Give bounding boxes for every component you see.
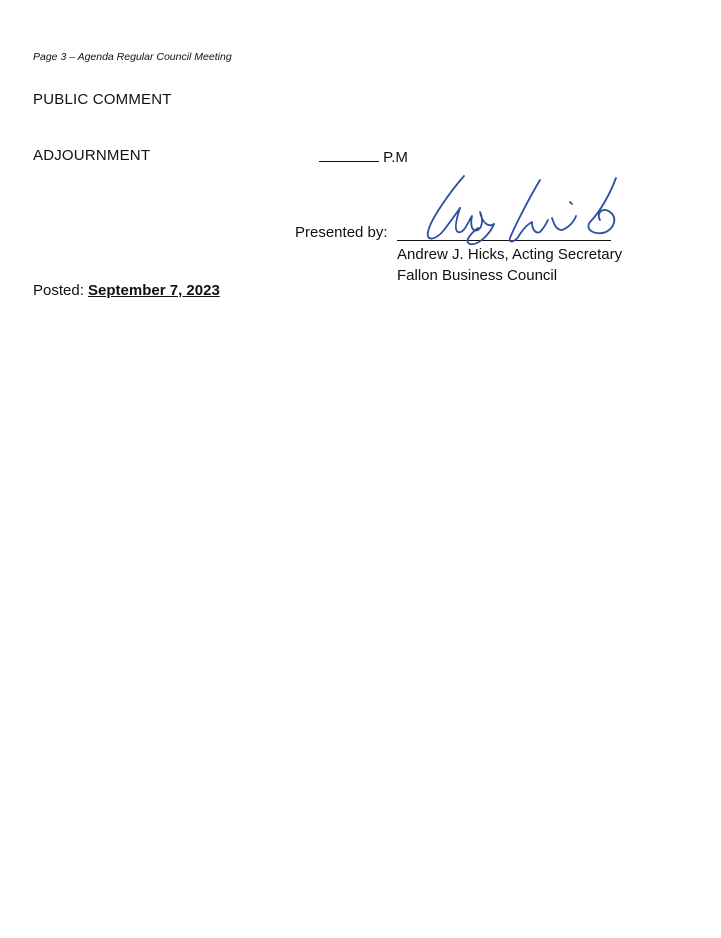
signer-organization: Fallon Business Council [397, 267, 558, 284]
adjournment-time [319, 147, 408, 166]
presented-by-label: Presented by: [295, 224, 388, 241]
adjournment-time-suffix: P.M [383, 149, 408, 166]
posted-line [33, 282, 220, 299]
posted-label: Posted: [33, 282, 84, 299]
public-comment-heading: PUBLIC COMMENT [33, 91, 172, 108]
signer-block [397, 244, 622, 286]
signer-name-title: Andrew J. Hicks, Acting Secretary [397, 246, 623, 263]
posted-date: September 7, 2023 [88, 282, 220, 299]
adjournment-heading: ADJOURNMENT [33, 147, 151, 164]
page-header: Page 3 – Agenda Regular Council Meeting [33, 51, 232, 63]
signature-image [420, 172, 630, 252]
adjournment-time-blank [319, 147, 379, 162]
